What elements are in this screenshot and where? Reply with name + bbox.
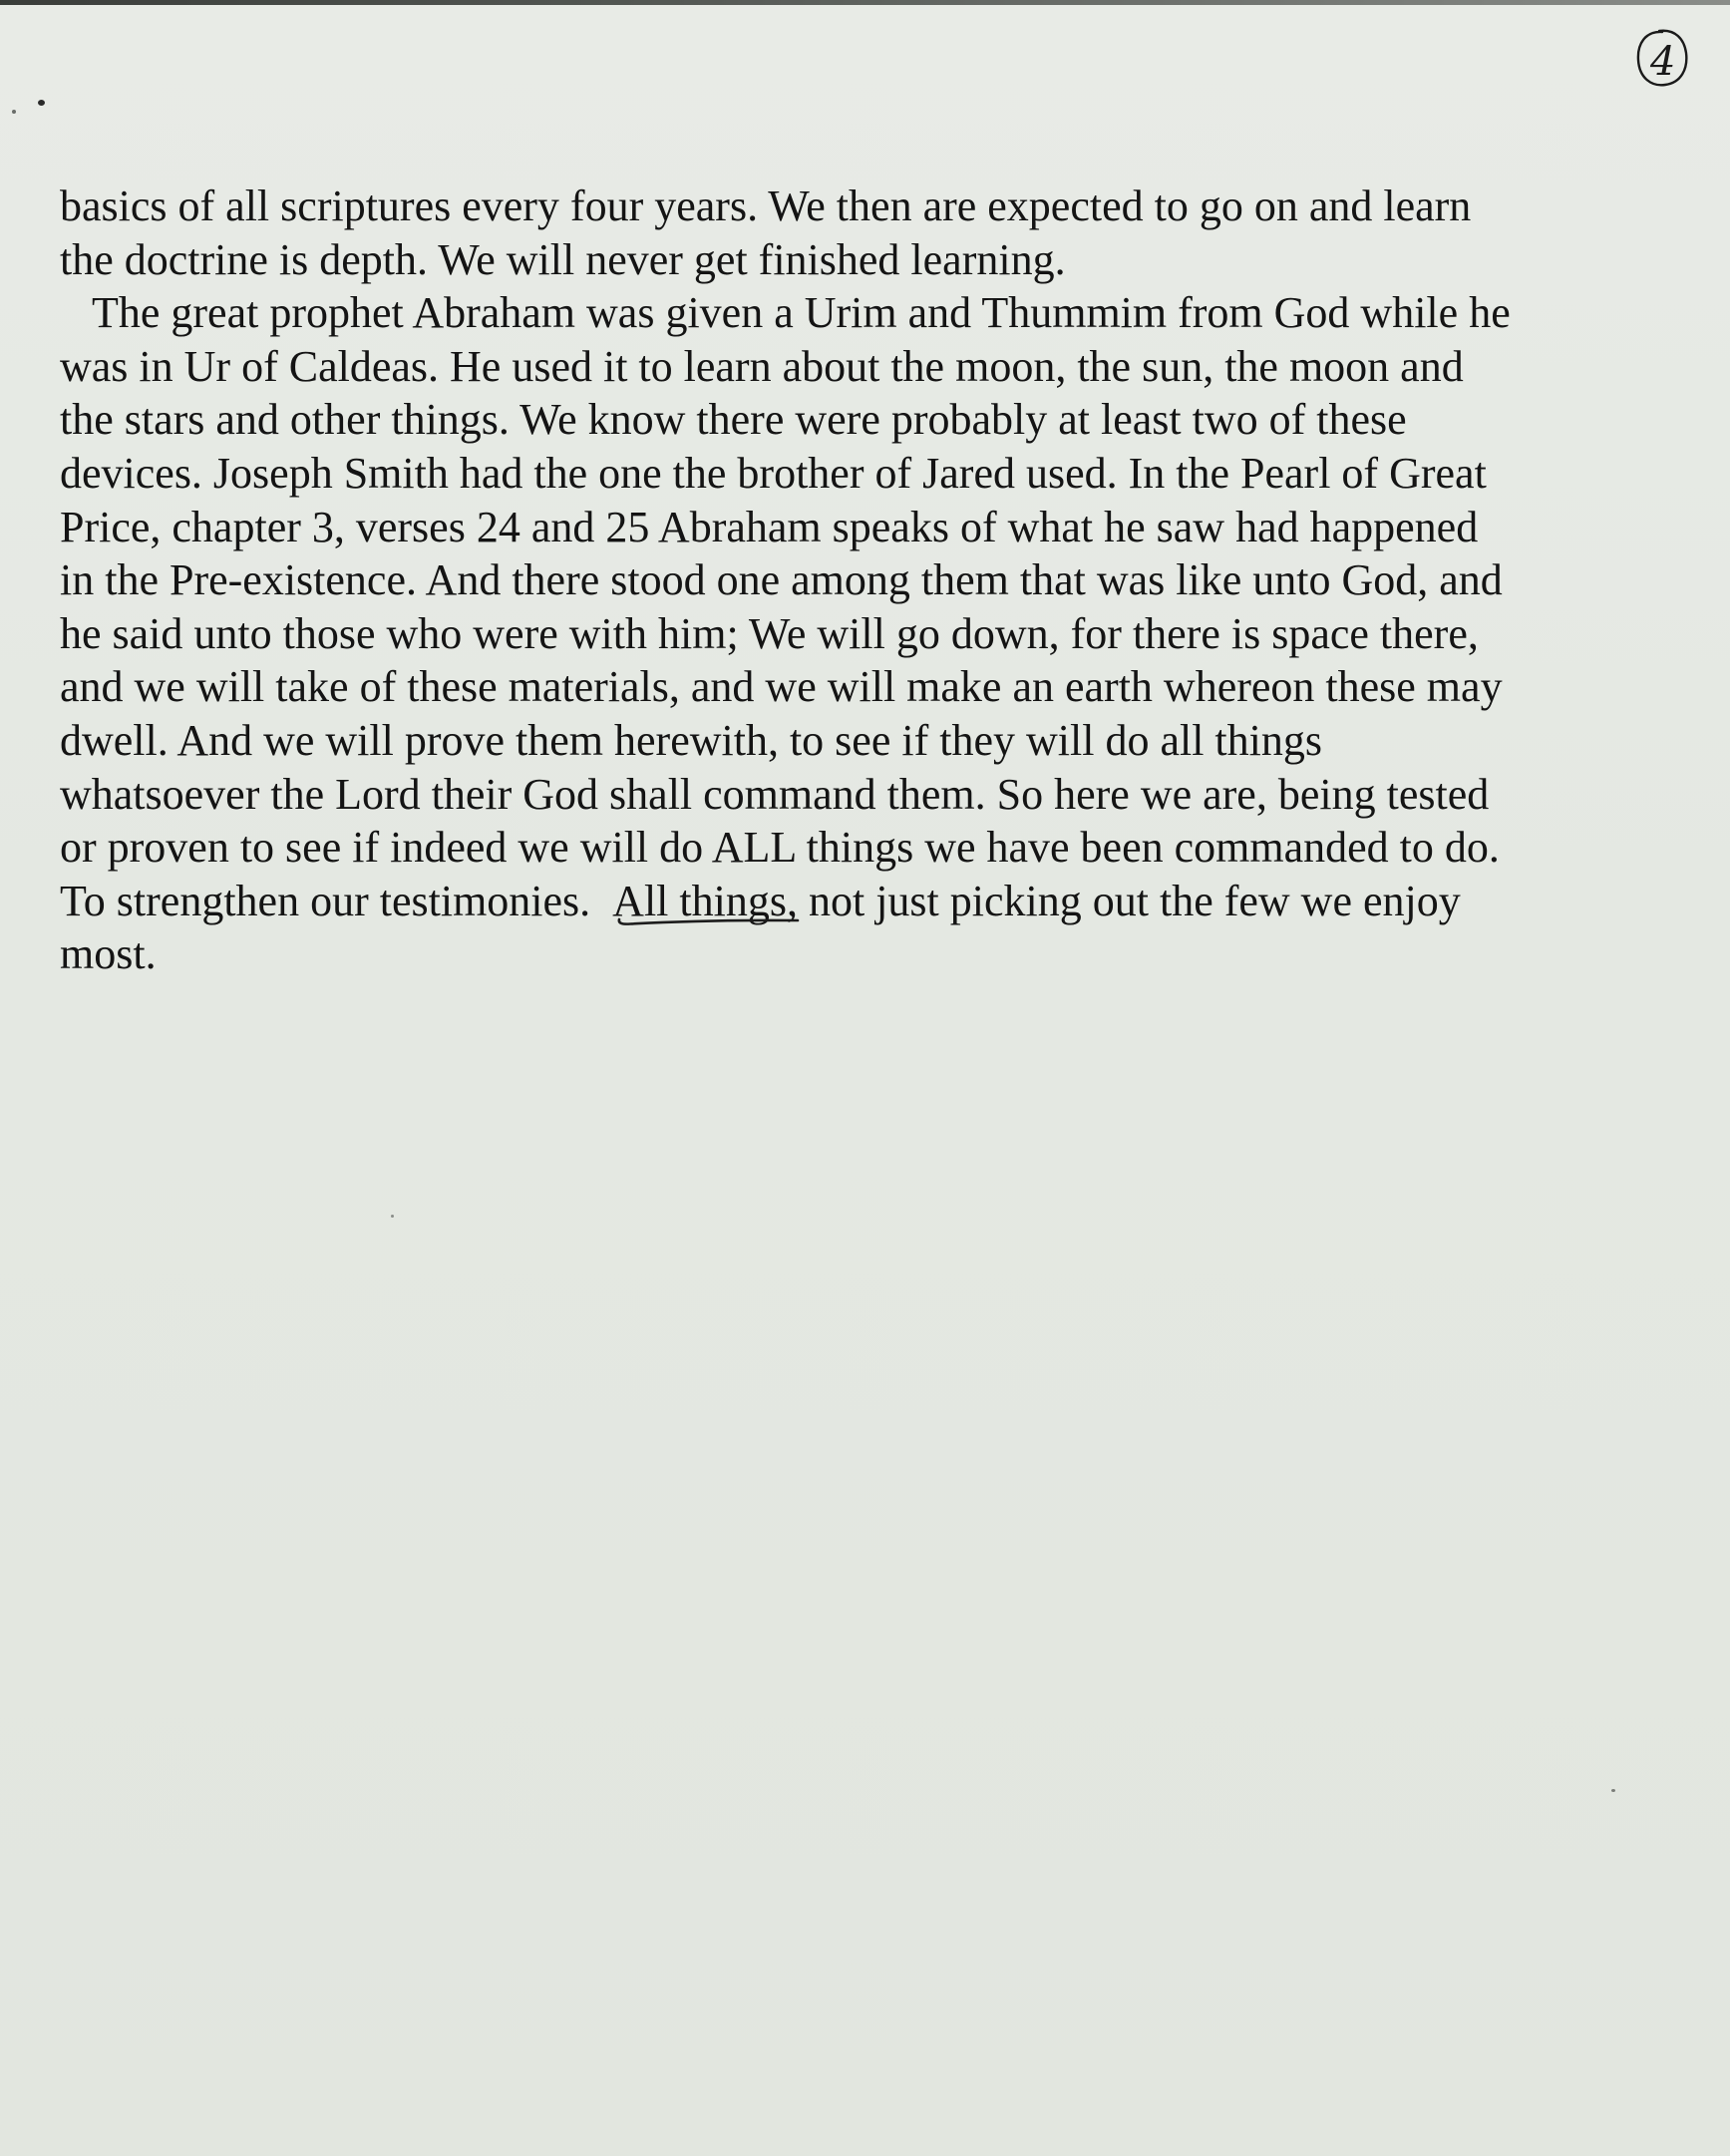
text-line: devices. Joseph Smith had the one the brother of Jared used. In the Pearl of Great <box>60 448 1487 498</box>
text-line: in the Pre-existence. And there stood one among them that was like unto God, and <box>60 555 1503 605</box>
text-line: most. <box>60 929 157 979</box>
text-line: dwell. And we will prove them herewith, to see if they will do all things <box>60 715 1322 765</box>
text-line: whatsoever the Lord their God shall command them. So here we are, being tested <box>60 769 1490 819</box>
stray-dot <box>1611 1789 1615 1792</box>
text-line: or proven to see if indeed we will do ALL things we have been commanded to do. <box>60 823 1500 873</box>
scan-top-edge <box>0 0 1730 5</box>
text-line: the doctrine is depth. We will never get finished learning. <box>60 234 1066 284</box>
text-line: basics of all scriptures every four years. We then are expected to go on and learn <box>60 181 1472 230</box>
text-line: he said unto those who were with him; We will go down, for there is space there, <box>60 608 1479 658</box>
page-number: 4 <box>1650 39 1676 85</box>
document-body <box>60 180 1675 981</box>
text-line: the stars and other things. We know there were probably at least two of these <box>60 395 1407 445</box>
text-line: was in Ur of Caldeas. He used it to learn about the moon, the sun, the moon and <box>60 341 1464 391</box>
underlined-phrase <box>612 875 787 928</box>
text-line: and we will take of these materials, and we will make an earth whereon these may <box>60 662 1503 712</box>
handwritten-page-number <box>1631 24 1693 92</box>
underlined-text: All things <box>612 876 787 925</box>
paragraph-first-line: The great prophet Abraham was given a Urim and Thummim from God while he <box>92 288 1511 338</box>
text-line-with-emphasis <box>60 875 1675 928</box>
line-segment: To strengthen our testimonies. <box>60 876 613 925</box>
line-segment: , not just picking out the few we enjoy <box>786 876 1461 925</box>
stray-dot <box>38 100 45 106</box>
stray-dot <box>12 110 16 114</box>
handwritten-underline-icon <box>616 914 800 928</box>
stray-dot <box>391 1215 394 1218</box>
text-line: Price, chapter 3, verses 24 and 25 Abraham speaks of what he saw had happened <box>60 502 1479 551</box>
